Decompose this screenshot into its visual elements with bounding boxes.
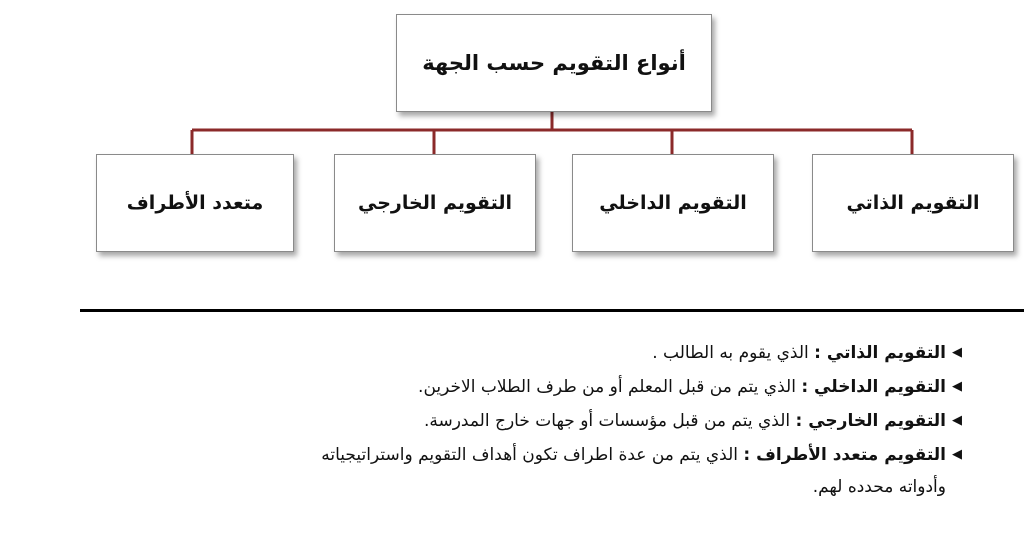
- section-divider: [80, 309, 1024, 312]
- definition-continuation: وأدواته محدده لهم.: [812, 477, 946, 497]
- right-triangle-bullet-icon: ◀: [952, 379, 962, 394]
- child-node-label: التقويم الخارجي: [358, 192, 512, 214]
- definition-item: [128, 340, 968, 366]
- definition-item: [128, 442, 968, 506]
- definition-text: الذي يقوم به الطالب .: [652, 343, 815, 363]
- definition-term: التقويم الخارجي :: [795, 411, 946, 431]
- root-node-label: أنواع التقويم حسب الجهة: [422, 51, 686, 75]
- definition-term: التقويم الذاتي :: [814, 343, 946, 363]
- child-node-label: التقويم الذاتي: [846, 192, 980, 214]
- right-triangle-bullet-icon: ◀: [952, 413, 962, 428]
- right-triangle-bullet-icon: ◀: [952, 345, 962, 360]
- definition-text: الذي يتم من عدة اطراف تكون أهداف التقويم واستراتيجياته: [321, 445, 744, 465]
- child-node-internal-assessment: [572, 154, 774, 252]
- child-node-label: التقويم الداخلي: [599, 192, 747, 214]
- definition-text: الذي يتم من قبل مؤسسات أو جهات خارج المدرسة.: [423, 411, 796, 431]
- definitions-list: [128, 340, 968, 514]
- definition-text: الذي يتم من قبل المعلم أو من طرف الطلاب الاخرين.: [418, 377, 802, 397]
- child-node-label: متعدد الأطراف: [126, 192, 264, 214]
- definition-term: التقويم متعدد الأطراف :: [743, 445, 946, 465]
- definition-term: التقويم الداخلي :: [801, 377, 946, 397]
- right-triangle-bullet-icon: ◀: [952, 447, 962, 462]
- child-node-external-assessment: [334, 154, 536, 252]
- child-node-self-assessment: [812, 154, 1014, 252]
- definition-item: [128, 408, 968, 434]
- child-node-multi-party: [96, 154, 294, 252]
- root-node: [396, 14, 712, 112]
- definition-item: [128, 374, 968, 400]
